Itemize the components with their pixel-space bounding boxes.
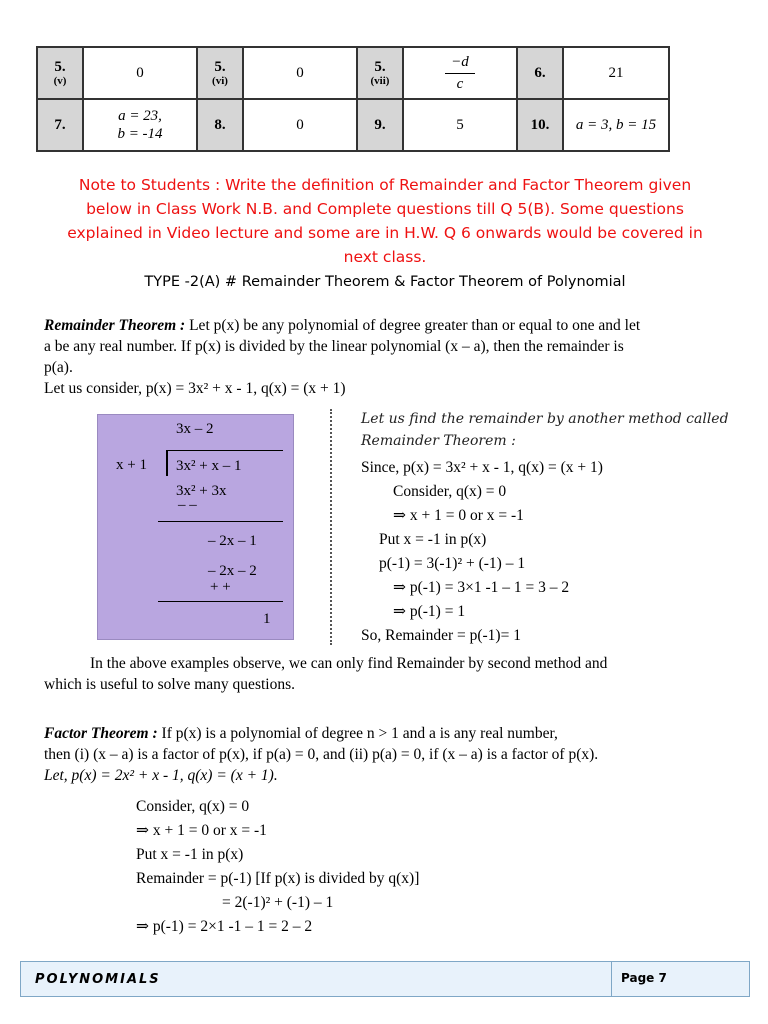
step-line: Consider, q(x) = 0 (393, 483, 507, 500)
intro-line: Let us find the remainder by another method called (361, 411, 729, 427)
note-line: next class. (343, 248, 427, 266)
note-line: Note to Students : Write the definition of Remainder and Factor Theorem given (78, 176, 692, 194)
remainder-steps (361, 456, 741, 648)
subtraction-row: – 2x – 2 (208, 563, 257, 579)
question-number-cell: 8. (197, 99, 243, 151)
method-intro (361, 408, 741, 452)
divider-dotted (330, 409, 332, 645)
long-division-figure (97, 414, 294, 640)
definition-text: Let p(x) be any polynomial of degree greater than or equal to one and let (185, 317, 641, 334)
step-line: ⇒ x + 1 = 0 or x = -1 (393, 507, 524, 524)
definition-text: p(a). (44, 359, 73, 376)
intermediate-remainder: – 2x – 1 (208, 533, 257, 549)
question-number-cell: 7. (37, 99, 83, 151)
answer-cell: a = 3, b = 15 (563, 99, 669, 151)
answer-table (36, 46, 670, 152)
fraction: $\frac{-d}{c}$ (445, 54, 475, 93)
step-line: Since, p(x) = 3x² + x - 1, q(x) = (x + 1) (361, 459, 603, 476)
observation-line: In the above examples observe, we can only find Remainder by second method and (90, 655, 608, 672)
answer-cell: 21 (563, 47, 669, 99)
step-line: Put x = -1 in p(x) (379, 531, 487, 548)
intro-line: Remainder Theorem : (361, 433, 516, 449)
note-line: explained in Video lecture and some are in H.W. Q 6 onwards would be covered in (67, 224, 703, 242)
answer-cell: 0 (243, 99, 357, 151)
step-line: Put x = -1 in p(x) (136, 846, 244, 863)
observation (44, 653, 744, 695)
page-number: Page 7 (621, 971, 667, 985)
question-number-cell: 5. (vii) (357, 47, 403, 99)
step-line: Remainder = p(-1) [If p(x) is divided by q(x)] (136, 870, 420, 887)
question-number-cell: 6. (517, 47, 563, 99)
answer-cell: 0 (243, 47, 357, 99)
page-footer (20, 961, 750, 997)
answer-cell: 0 (83, 47, 197, 99)
step-line: ⇒ p(-1) = 2×1 -1 – 1 = 2 – 2 (136, 918, 313, 935)
let-line: Let, p(x) = 2x² + x - 1, q(x) = (x + 1). (44, 767, 278, 784)
factor-theorem-title: Factor Theorem : (44, 725, 158, 742)
answer-cell: 5 (403, 99, 517, 151)
step-line: ⇒ p(-1) = 3×1 -1 – 1 = 3 – 2 (393, 579, 570, 596)
factor-theorem-definition (44, 723, 744, 786)
remainder-theorem-title: Remainder Theorem : (44, 317, 186, 334)
table-row (37, 99, 669, 151)
step-line: = 2(-1)² + (-1) – 1 (222, 894, 334, 911)
consider-line: Let us consider, p(x) = 3x² + x - 1, q(x) = (x + 1) (44, 380, 346, 397)
table-row (37, 47, 669, 99)
observation-line: which is useful to solve many questions. (44, 676, 295, 693)
final-remainder: 1 (263, 611, 271, 627)
step-line: Consider, q(x) = 0 (136, 798, 250, 815)
question-number-cell: 10. (517, 99, 563, 151)
step-line: ⇒ x + 1 = 0 or x = -1 (136, 822, 267, 839)
signs-row: – – (178, 497, 197, 513)
definition-text: If p(x) is a polynomial of degree n > 1 and a is any real number, (157, 725, 558, 742)
signs-row: + + (210, 579, 231, 595)
answer-cell: a = 23, b = -14 (83, 99, 197, 151)
answer-cell (403, 47, 517, 99)
note-to-students (40, 173, 730, 269)
step-line: So, Remainder = p(-1)= 1 (361, 627, 521, 644)
definition-text: then (i) (x – a) is a factor of p(x), if p(a) = 0, and (ii) p(a) = 0, if (x – a) is a factor of p(x). (44, 746, 599, 763)
question-number-cell: 9. (357, 99, 403, 151)
chapter-title: POLYNOMIALS (35, 972, 161, 987)
definition-text: a be any real number. If p(x) is divided by the linear polynomial (x – a), then the remainder is (44, 338, 624, 355)
factor-steps (136, 795, 696, 939)
step-line: p(-1) = 3(-1)² + (-1) – 1 (379, 555, 526, 572)
step-line: ⇒ p(-1) = 1 (393, 603, 466, 620)
type-heading: TYPE -2(A) # Remainder Theorem & Factor Theorem of Polynomial (144, 274, 626, 290)
question-number-cell: 5. (vi) (197, 47, 243, 99)
dividend: 3x² + x – 1 (176, 458, 242, 474)
remainder-theorem-definition (44, 315, 734, 399)
divisor: x + 1 (116, 457, 147, 473)
quotient: 3x – 2 (176, 421, 214, 437)
subtraction-row: 3x² + 3x (176, 483, 227, 499)
question-number-cell: 5. (v) (37, 47, 83, 99)
note-line: below in Class Work N.B. and Complete questions till Q 5(B). Some questions (86, 200, 684, 218)
